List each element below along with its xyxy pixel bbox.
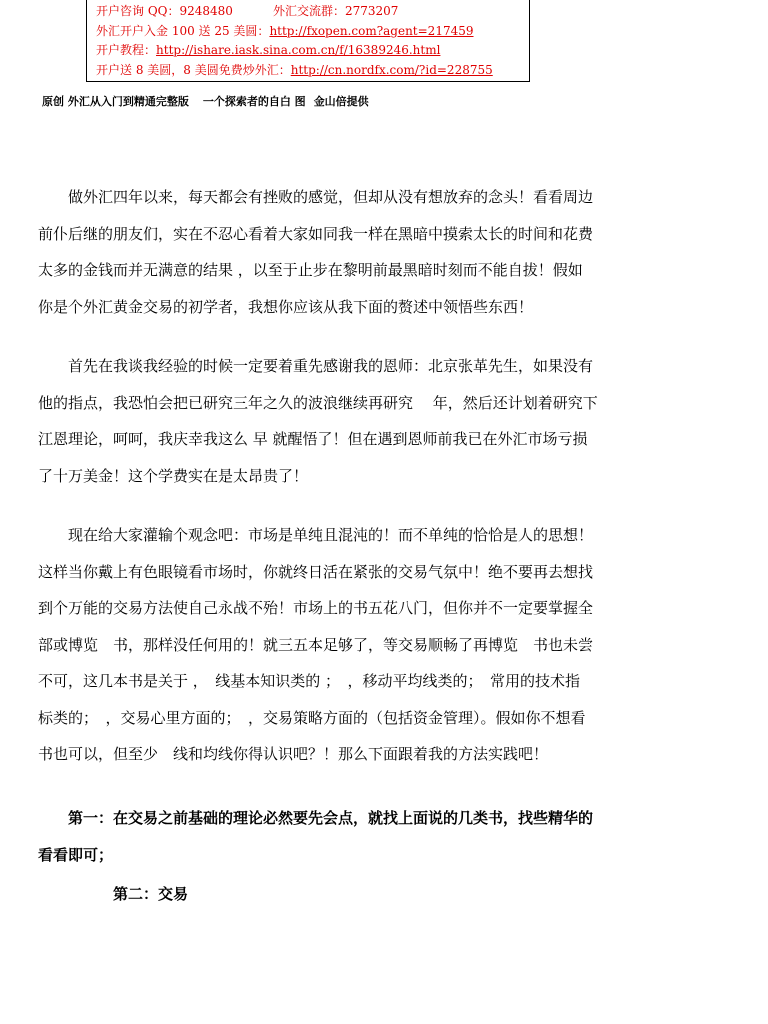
text-line: 不可，这几本书是关于 ， 线基本知识类的 ； ，移动平均线类的； 常用的技术指 [38, 672, 581, 690]
text-line: 太多的金钱而并无满意的结果 ，以至于止步在黎明前最黑暗时刻而不能自拔！假如 [38, 261, 583, 279]
ad-tutorial-text: 开户教程： [96, 43, 157, 57]
ad-deposit-text: 外汇开户入金 100 送 25 美圆： [96, 23, 270, 38]
qq-contact: 开户咨询 QQ：9248480 [96, 4, 233, 18]
text-line: 江恩理论，呵呵，我庆幸我这么 早 就醒悟了！但在遇到恩师前我已在外汇市场亏损 [38, 430, 588, 448]
paragraph-3 [38, 517, 658, 773]
text-line: 第二：交易 [38, 885, 189, 903]
document-subtitle [42, 93, 369, 109]
nordfx-link[interactable]: http://cn.nordfx.com/?id=228755 [290, 62, 493, 77]
paragraph-1 [38, 179, 658, 325]
ad-bonus-text: 开户送 8 美圆，8 美圆免费炒外汇： [96, 62, 291, 77]
fxopen-link[interactable]: http://fxopen.com?agent=217459 [269, 23, 474, 38]
text-line: 看看即可； [38, 845, 114, 864]
text-line: 书也可以，但至少 线和均线你得认识吧？！那么下面跟着我的方法实践吧！ [38, 745, 549, 763]
ad-deposit-line [96, 22, 529, 42]
text-line: 现在给大家灌输个观念吧：市场是单纯且混沌的！而不单纯的恰恰是人的思想！ [38, 526, 594, 544]
text-line: 到个万能的交易方法使自己永战不殆！市场上的书五花八门，但你并不一定要掌握全 [38, 599, 594, 617]
section-first-heading [38, 800, 658, 873]
text-line: 这样当你戴上有色眼镜看市场时，你就终日活在紧张的交易气氛中！绝不要再去想找 [38, 562, 594, 581]
text-line: 做外汇四年以来，每天都会有挫败的感觉，但却从没有想放弃的念头！看看周边 [38, 188, 594, 206]
text-line: 第一：在交易之前基础的理论必然要先会点，就找上面说的几类书，找些精华的 [38, 809, 594, 827]
exchange-group: 外汇交流群：2773207 [272, 4, 399, 18]
subtitle-provider: 金山倍提供 [313, 95, 369, 108]
section-second-heading [38, 876, 658, 913]
advertisement-box [86, 0, 530, 82]
text-line: 他的指点，我恐怕会把已研究三年之久的波浪继续再研究 年，然后还计划着研究下 [38, 393, 598, 412]
iask-tutorial-link[interactable]: http://ishare.iask.sina.com.cn/f/16389246.html [156, 43, 441, 57]
ad-contact-line [96, 2, 529, 22]
subtitle-title: 原创 外汇从入门到精通完整版 [42, 95, 189, 108]
text-line: 部或博览 书，那样没任何用的！就三五本足够了，等交易顺畅了再博览 书也未尝 [38, 635, 594, 654]
text-line: 了十万美金！这个学费实在是太昂贵了！ [38, 466, 309, 485]
subtitle-description: 一个探索者的自白 图 [202, 95, 306, 108]
text-line: 首先在我谈我经验的时候一定要着重先感谢我的恩师：北京张革先生，如果没有 [38, 357, 594, 375]
text-line: 标类的； ，交易心里方面的； ，交易策略方面的（包括资金管理）。假如你不想看 [38, 708, 586, 727]
ad-bonus-line [96, 61, 529, 81]
text-line: 前仆后继的朋友们，实在不忍心看着大家如同我一样在黑暗中摸索太长的时间和花费 [38, 224, 594, 243]
ad-tutorial-line [96, 41, 529, 61]
text-line: 你是个外汇黄金交易的初学者，我想你应该从我下面的赘述中领悟些东西！ [38, 297, 534, 316]
paragraph-2 [38, 348, 658, 494]
